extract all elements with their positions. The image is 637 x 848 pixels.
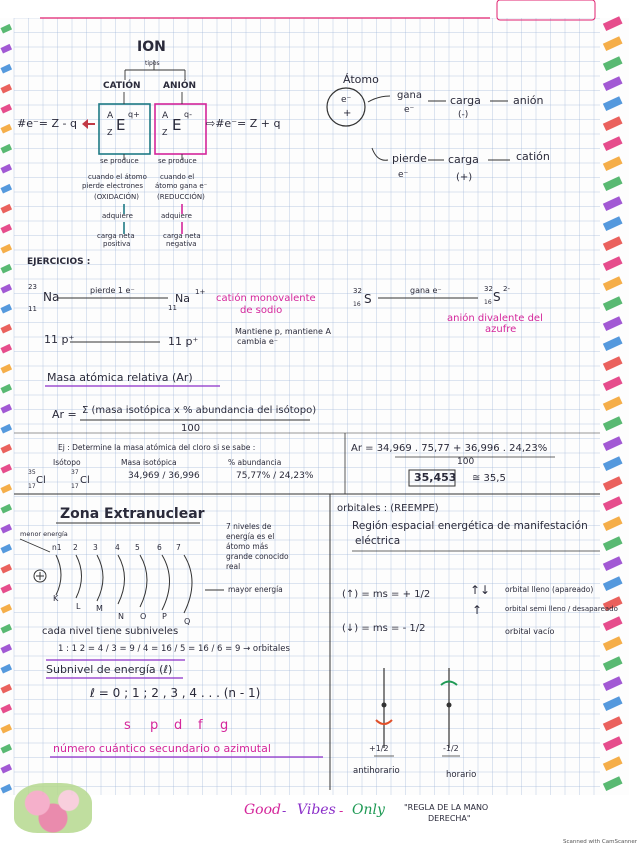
right-border-stripe xyxy=(603,56,623,71)
col-isotopo: Isótopo xyxy=(53,458,81,467)
anion-box-symbol: E xyxy=(172,116,182,134)
left-border-stripe xyxy=(0,144,12,154)
left-border-stripe xyxy=(0,464,12,474)
atomo-cation: catión xyxy=(516,150,550,163)
level-n-7: 7 xyxy=(176,543,181,552)
right-border-stripe xyxy=(603,716,623,731)
spin-down: (↓) = ms = - 1/2 xyxy=(342,623,426,634)
right-border-stripe xyxy=(603,756,623,771)
orbitales-def-1: Región espacial energética de manifestación xyxy=(352,520,588,532)
iso1-atomic: 17 xyxy=(28,483,36,490)
s-mass-number: 32 xyxy=(353,287,362,295)
masa-formula-denominator: 100 xyxy=(181,423,201,434)
atomo-minus: (-) xyxy=(458,110,469,120)
right-border-stripe xyxy=(603,196,623,211)
shell-3: M xyxy=(96,604,103,613)
s-desc-2: azufre xyxy=(485,324,517,335)
cation-label: CATIÓN xyxy=(103,81,141,91)
left-border-stripe xyxy=(0,624,12,634)
left-border-stripe xyxy=(0,784,12,794)
right-border-stripe xyxy=(603,116,623,131)
subnivel-letter-4: f xyxy=(198,718,203,733)
right-border-stripe xyxy=(603,516,623,531)
cation-adquiere: adquiere xyxy=(102,212,133,220)
na-symbol: Na xyxy=(43,290,60,304)
left-border-stripe xyxy=(0,744,12,754)
energy-shell-arc xyxy=(76,555,82,598)
level-n-2: 2 xyxy=(73,543,78,552)
zona-mayor-energia: mayor energía xyxy=(228,585,283,594)
right-border-stripe xyxy=(603,436,623,451)
left-border-stripe xyxy=(0,544,12,554)
right-border-stripe xyxy=(603,256,623,271)
anion-se-produce: se produce xyxy=(158,157,197,165)
right-border-stripe xyxy=(603,136,623,151)
orbital-semi-symbol: ↑ xyxy=(472,603,483,617)
atomo-gana-e: e⁻ xyxy=(404,105,415,115)
cation-box-a: A xyxy=(107,111,114,121)
left-border-stripe xyxy=(0,184,12,194)
s-product-symbol: S xyxy=(493,290,501,304)
right-border-stripe xyxy=(603,76,623,91)
shell-5: O xyxy=(140,612,147,621)
na-desc-1: catión monovalente xyxy=(216,293,316,304)
shell-2: L xyxy=(76,602,81,611)
s-atomic-number: 16 xyxy=(353,301,361,308)
cation-result-1: carga neta xyxy=(97,232,135,240)
iso1-symbol: Cl xyxy=(36,475,46,486)
subnivel-letter-5: g xyxy=(220,718,229,733)
ejercicios-label: EJERCICIOS : xyxy=(27,257,91,267)
right-border-stripe xyxy=(603,636,623,651)
ar-denominator: 100 xyxy=(457,457,475,467)
atomo-carga-2: carga xyxy=(448,153,479,166)
right-border-stripe xyxy=(603,576,623,591)
cation-desc-1: cuando el átomo xyxy=(88,173,147,181)
spin-horario-value: -1/2 xyxy=(443,744,459,753)
left-border-stripe xyxy=(0,704,12,714)
right-border-stripe xyxy=(603,356,623,371)
right-border-stripe xyxy=(603,536,623,551)
ar-approx: ≅ 35,5 xyxy=(472,473,506,484)
orbitales-title: orbitales : (REEMPE) xyxy=(337,503,439,514)
na-product-atomic: 11 xyxy=(168,304,177,312)
left-border-stripe xyxy=(0,84,12,94)
left-border-stripe xyxy=(0,444,12,454)
left-border-stripe xyxy=(0,324,12,334)
right-border-stripe xyxy=(603,476,623,491)
atomo-plus: + xyxy=(343,108,352,119)
left-border-stripe xyxy=(0,684,12,694)
left-border-stripe xyxy=(0,284,12,294)
ion-title: ION xyxy=(137,39,166,55)
zona-cada-nivel: cada nivel tiene subniveles xyxy=(42,626,179,637)
level-n-5: 5 xyxy=(135,543,140,552)
right-border-stripe xyxy=(603,656,623,671)
left-border-stripe xyxy=(0,304,12,314)
right-border-stripe xyxy=(603,296,623,311)
left-border-stripe xyxy=(0,604,12,614)
left-border-stripe xyxy=(0,224,12,234)
footer-dash-1: - xyxy=(282,804,287,818)
shell-6: P xyxy=(162,612,167,621)
footer-regla-1: "REGLA DE LA MANO xyxy=(404,803,489,812)
footer-dash-2: - xyxy=(339,804,344,818)
atomo-gana: gana xyxy=(397,90,422,101)
col-abundancia: % abundancia xyxy=(228,458,282,467)
left-border-stripe xyxy=(0,584,12,594)
orbital-lleno: orbital lleno (apareado) xyxy=(505,585,594,594)
right-border-stripe xyxy=(603,496,623,511)
atomo-pierde: pierde xyxy=(392,152,427,165)
zona-title: Zona Extranuclear xyxy=(60,506,205,522)
anion-box-charge: q- xyxy=(184,110,192,119)
zona-note-2: energía es el xyxy=(226,532,275,541)
iso2-mass: 37 xyxy=(71,469,79,476)
anion-label: ANIÓN xyxy=(163,81,197,91)
iso2-symbol: Cl xyxy=(80,475,90,486)
orbital-lleno-symbol: ↑↓ xyxy=(470,583,491,597)
masa-formula-lhs: Ar = xyxy=(52,408,77,421)
cation-box-symbol: E xyxy=(116,116,126,134)
zona-note-5: real xyxy=(226,562,241,571)
left-border-stripe xyxy=(0,204,12,214)
right-border-stripe xyxy=(603,36,623,51)
atomo-anion: anión xyxy=(513,94,544,107)
anion-adquiere: adquiere xyxy=(161,212,192,220)
left-border-stripe xyxy=(0,404,12,414)
left-border-stripe xyxy=(0,24,12,34)
atom-circle xyxy=(327,88,365,126)
atomo-carga-1: carga xyxy=(450,94,481,107)
orbital-vacio: orbital vacío xyxy=(505,627,555,636)
iso1-mass: 35 xyxy=(28,469,36,476)
right-border-stripe xyxy=(603,16,623,31)
anion-desc-3: (REDUCCIÓN) xyxy=(157,193,205,201)
s-gana-label: gana e⁻ xyxy=(410,286,442,295)
zona-subniveles: 1 : 1 2 = 4 / 3 = 9 / 4 = 16 / 5 = 16 / 6 = 9 → orbitales xyxy=(58,644,290,654)
formula-cation: #e⁻= Z - q xyxy=(17,117,77,130)
flower-sticker xyxy=(14,783,92,833)
right-border-stripe xyxy=(603,156,623,171)
right-border-stripe xyxy=(603,556,623,571)
zona-subnivel-title: Subnivel de energía (ℓ) xyxy=(46,663,173,676)
zona-menor-energia: menor energía xyxy=(20,530,68,538)
footer-only: Only xyxy=(352,802,385,818)
level-n-4: 4 xyxy=(115,543,120,552)
level-n-1: n1 xyxy=(52,543,62,552)
masa-formula-numerator: Σ (masa isotópica x % abundancia del isótopo) xyxy=(82,405,317,416)
na-atomic-number: 11 xyxy=(28,305,37,313)
right-border-stripe xyxy=(603,696,623,711)
anion-desc-1: cuando el xyxy=(160,173,195,181)
zona-note-3: átomo más xyxy=(226,542,269,551)
right-border-stripe xyxy=(603,276,623,291)
left-border-stripe xyxy=(0,504,12,514)
atomo-electron: e⁻ xyxy=(341,95,352,105)
subnivel-letter-1: s xyxy=(124,718,131,733)
protons-note-2: cambia e⁻ xyxy=(237,337,278,346)
s-symbol: S xyxy=(364,292,372,306)
left-border-stripe xyxy=(0,664,12,674)
zona-numero-cuantico: número cuántico secundario o azimutal xyxy=(53,742,271,755)
abund-values: 75,77% / 24,23% xyxy=(236,471,314,481)
right-border-stripe xyxy=(603,736,623,751)
left-border-stripe xyxy=(0,244,12,254)
ar-calculation: Ar = 34,969 . 75,77 + 36,996 . 24,23% xyxy=(351,443,548,454)
level-n-3: 3 xyxy=(93,543,98,552)
anion-box-z: Z xyxy=(162,128,168,137)
shell-7: Q xyxy=(184,617,191,626)
protons-left: 11 p⁺ xyxy=(44,333,75,346)
left-border-stripe xyxy=(0,524,12,534)
atomo-pierde-e: e⁻ xyxy=(398,170,409,180)
right-border-stripe xyxy=(603,336,623,351)
right-border-stripe xyxy=(603,376,623,391)
atomo-plus-2: (+) xyxy=(456,172,473,183)
energy-shell-arc xyxy=(118,555,125,604)
anion-result-2: negativa xyxy=(166,240,197,248)
anion-result-1: carga neta xyxy=(163,232,201,240)
spin-antihorario: antihorario xyxy=(353,766,400,776)
right-border-stripe xyxy=(603,396,623,411)
cation-result-2: positiva xyxy=(103,240,131,248)
masses-values: 34,969 / 36,996 xyxy=(128,471,200,481)
left-border-stripe xyxy=(0,124,12,134)
right-border-stripe xyxy=(603,96,623,111)
orbitales-def-2: eléctrica xyxy=(355,535,401,547)
ar-result: 35,453 xyxy=(414,471,457,484)
s-product-atomic: 16 xyxy=(484,299,492,306)
electron-dot xyxy=(447,703,452,708)
na-product-charge: 1+ xyxy=(195,288,206,296)
left-border-stripe xyxy=(0,364,12,374)
subnivel-letter-2: p xyxy=(150,718,159,733)
anion-box-a: A xyxy=(162,111,169,121)
cation-se-produce: se produce xyxy=(100,157,139,165)
footer-vibes: Vibes xyxy=(297,802,336,818)
na-mass-number: 23 xyxy=(28,283,37,291)
shell-1: K xyxy=(53,594,59,603)
left-border-stripe xyxy=(0,104,12,114)
protons-note-1: Mantiene p, mantiene A xyxy=(235,327,331,336)
right-border-stripe xyxy=(603,236,623,251)
electron-dot xyxy=(382,703,387,708)
subnivel-letter-3: d xyxy=(174,718,183,733)
footer-good: Good xyxy=(244,802,282,818)
left-border-stripe xyxy=(0,264,12,274)
iso2-atomic: 17 xyxy=(71,483,79,490)
spin-horario: horario xyxy=(446,770,477,780)
s-product-charge: 2- xyxy=(503,285,510,293)
spin-up: (↑) = ms = + 1/2 xyxy=(342,589,431,600)
right-border-stripe xyxy=(603,316,623,331)
left-border-stripe xyxy=(0,44,12,54)
shell-4: N xyxy=(118,612,124,621)
s-product-mass: 32 xyxy=(484,285,493,293)
s-desc-1: anión divalente del xyxy=(447,313,543,324)
anion-desc-2: átomo gana e⁻ xyxy=(155,182,208,190)
left-border-stripe xyxy=(0,384,12,394)
right-border-stripe xyxy=(603,616,623,631)
na-product-symbol: Na xyxy=(175,292,190,305)
left-border-stripe xyxy=(0,64,12,74)
right-border-stripe xyxy=(603,216,623,231)
cation-desc-2: pierde electrones xyxy=(82,182,143,190)
left-border-stripe xyxy=(0,724,12,734)
right-border-stripe xyxy=(603,676,623,691)
cation-box-z: Z xyxy=(107,128,113,137)
zona-note-1: 7 niveles de xyxy=(226,522,272,531)
left-border-stripe xyxy=(0,484,12,494)
right-border-stripe xyxy=(603,416,623,431)
na-desc-2: de sodio xyxy=(240,305,283,316)
energy-shell-arc xyxy=(140,555,147,607)
na-pierde-label: pierde 1 e⁻ xyxy=(90,286,135,295)
right-border-stripe xyxy=(603,776,623,791)
right-border-stripe xyxy=(603,456,623,471)
cation-box-charge: q+ xyxy=(128,110,140,119)
masa-example: Ej : Determine la masa atómica del cloro si se sabe : xyxy=(58,443,256,452)
col-masa: Masa isotópica xyxy=(121,458,177,467)
left-border-stripe xyxy=(0,644,12,654)
ion-tipos: tipos xyxy=(145,60,160,67)
left-border-stripe xyxy=(0,564,12,574)
orbital-semi: orbital semi lleno / desapareado xyxy=(505,605,618,613)
spin-antihorario-value: +1/2 xyxy=(369,744,389,753)
cation-desc-3: (OXIDACIÓN) xyxy=(94,193,140,201)
energy-shell-arc xyxy=(162,555,170,610)
left-border-stripe xyxy=(0,164,12,174)
footer-regla-2: DERECHA" xyxy=(428,814,471,823)
right-border-stripe xyxy=(603,176,623,191)
energy-shell-arc xyxy=(56,555,61,595)
protons-right: 11 p⁺ xyxy=(168,335,199,348)
level-n-6: 6 xyxy=(157,543,162,552)
atomo-label: Átomo xyxy=(343,73,379,86)
scanner-label: Scanned with CamScanner xyxy=(563,839,637,845)
energy-shell-arc xyxy=(97,555,103,601)
left-border-stripe xyxy=(0,764,12,774)
zona-note-4: grande conocido xyxy=(226,552,289,561)
zona-l-values: ℓ = 0 ; 1 ; 2 , 3 , 4 . . . (n - 1) xyxy=(90,686,261,700)
left-border-stripe xyxy=(0,424,12,434)
left-border-stripe xyxy=(0,344,12,354)
formula-anion: ⇨#e⁻= Z + q xyxy=(206,117,281,130)
masa-title: Masa atómica relativa (Ar) xyxy=(47,371,193,384)
